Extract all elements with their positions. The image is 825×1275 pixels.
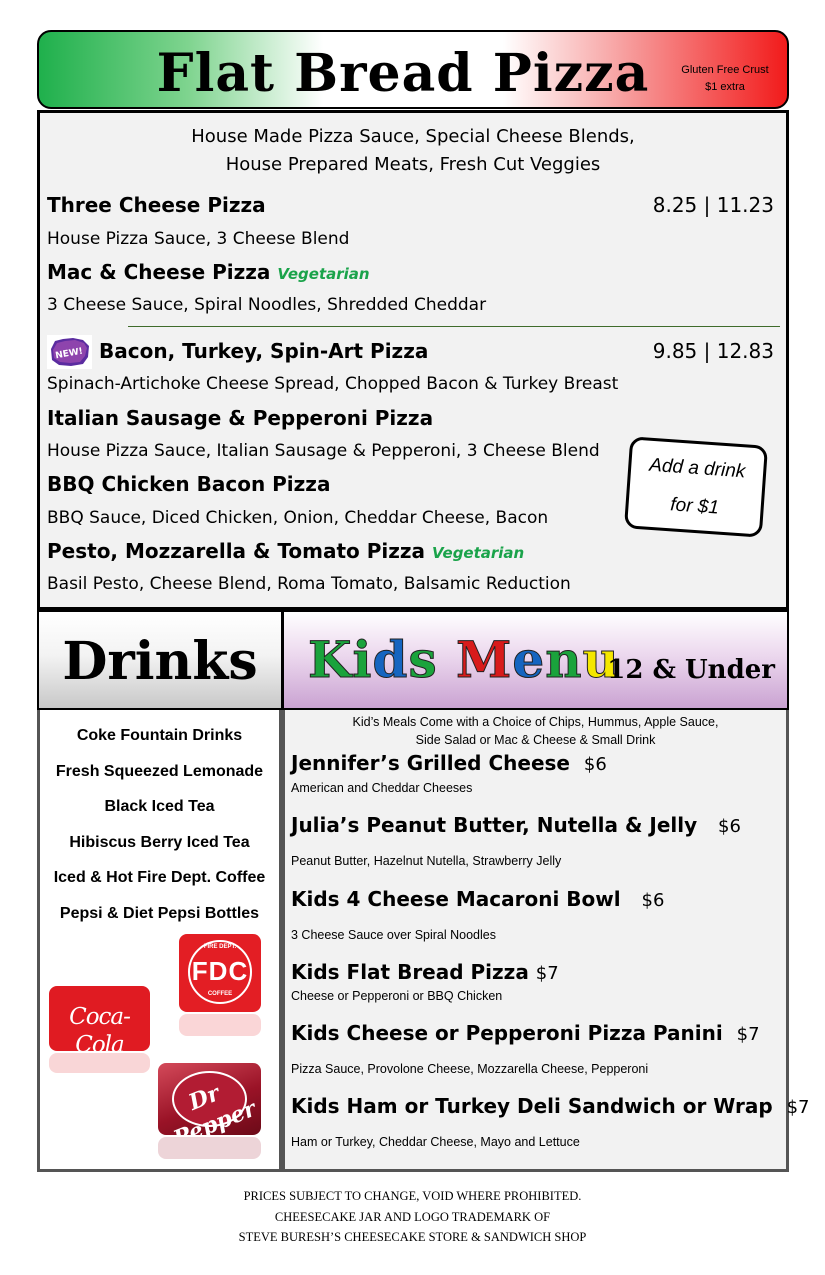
kids-item-desc: 3 Cheese Sauce over Spiral Noodles xyxy=(291,928,496,942)
drinks-section xyxy=(37,710,282,1172)
kids-title-letter: u xyxy=(582,630,620,689)
gluten-free-label: Gluten Free Crust xyxy=(681,64,769,76)
pizza-item-name: BBQ Chicken Bacon Pizza xyxy=(47,472,331,496)
new-badge-icon xyxy=(47,335,92,369)
kids-intro-line: Kid’s Meals Come with a Choice of Chips, Hummus, Apple Sauce, xyxy=(352,715,719,729)
footer-line: CHEESECAKE JAR AND LOGO TRADEMARK OF xyxy=(274,1209,551,1224)
kids-title-letter: e xyxy=(512,630,546,689)
kids-title-letter: K xyxy=(308,630,353,689)
drink-item: Pepsi & Diet Pepsi Bottles xyxy=(59,904,260,922)
drinks-list xyxy=(40,718,279,931)
coca-cola-logo xyxy=(49,986,150,1058)
kids-item-name xyxy=(291,1093,810,1121)
pizza-item-desc: 3 Cheese Sauce, Spiral Noodles, Shredded Cheddar xyxy=(47,295,487,315)
kids-item-price: $7 xyxy=(736,1024,760,1045)
add-drink-callout xyxy=(624,436,768,537)
section-divider xyxy=(128,326,780,327)
kids-item-title: Jennifer’s Grilled Cheese xyxy=(291,751,570,775)
footer-line: PRICES SUBJECT TO CHANGE, VOID WHERE PROHIBITED. xyxy=(243,1189,582,1203)
drink-item: Black Iced Tea xyxy=(104,798,215,815)
footer-disclaimer xyxy=(0,1186,825,1248)
fdc-reflection xyxy=(179,1014,261,1036)
kids-title-letter: M xyxy=(456,630,513,689)
pizza-intro xyxy=(40,123,786,179)
kids-item-title: Kids Cheese or Pepperoni Pizza Panini xyxy=(291,1021,723,1045)
kids-item-title: Kids Ham or Turkey Deli Sandwich or Wrap xyxy=(291,1094,773,1118)
kids-age-label: 12 & Under xyxy=(607,655,775,685)
drink-item: Fresh Squeezed Lemonade xyxy=(55,762,264,780)
pizza-item-desc: House Pizza Sauce, Italian Sausage & Pepperoni, 3 Cheese Blend xyxy=(47,441,600,461)
kids-title-letter: d xyxy=(372,630,409,689)
kids-item-price: $6 xyxy=(641,890,665,911)
kids-item-desc: Peanut Butter, Hazelnut Nutella, Strawberry Jelly xyxy=(291,854,562,868)
fdc-bottom-label: COFFEE xyxy=(207,991,233,997)
drinks-header xyxy=(37,610,282,710)
pizza-item-name: Italian Sausage & Pepperoni Pizza xyxy=(47,406,434,430)
pizza-item-title: Mac & Cheese Pizza xyxy=(47,260,271,284)
kids-item-price: $7 xyxy=(786,1097,810,1118)
dr-pepper-reflection xyxy=(158,1137,261,1159)
pizza-intro-line: House Made Pizza Sauce, Special Cheese Blends, xyxy=(191,126,635,147)
pizza-price-group-1: 8.25 | 11.23 xyxy=(652,193,774,217)
new-badge-label: NEW! xyxy=(54,346,84,362)
kids-menu-title xyxy=(308,630,620,690)
kids-title-letter xyxy=(438,630,456,690)
kids-item-name xyxy=(291,750,607,778)
kids-item-desc: Pizza Sauce, Provolone Cheese, Mozzarella Cheese, Pepperoni xyxy=(291,1062,649,1076)
add-drink-line: Add a drink xyxy=(648,454,746,483)
kids-item-title: Kids Flat Bread Pizza xyxy=(291,960,529,984)
dr-pepper-label: Dr Pepper xyxy=(169,1080,260,1153)
gluten-free-price: $1 extra xyxy=(705,81,745,93)
kids-item-name xyxy=(291,1020,760,1048)
pizza-section xyxy=(37,110,789,610)
drinks-title: Drinks xyxy=(62,631,258,692)
kids-section xyxy=(282,710,810,1172)
vegetarian-tag: Vegetarian xyxy=(432,544,525,562)
kids-item-price: $7 xyxy=(535,963,559,984)
pizza-item-desc: Spinach-Artichoke Cheese Spread, Chopped Bacon & Turkey Breast xyxy=(47,374,619,394)
pizza-item-title: Pesto, Mozzarella & Tomato Pizza xyxy=(47,539,426,563)
page-title: Flat Bread Pizza xyxy=(156,43,650,104)
fdc-label: FDC xyxy=(191,956,249,986)
pizza-item-desc: Basil Pesto, Cheese Blend, Roma Tomato, Balsamic Reduction xyxy=(47,574,571,594)
vegetarian-tag: Vegetarian xyxy=(277,265,370,283)
kids-header xyxy=(282,610,789,710)
kids-item-title: Kids 4 Cheese Macaroni Bowl xyxy=(291,887,621,911)
fire-dept-coffee-logo xyxy=(179,934,261,1012)
gluten-free-note xyxy=(677,62,773,96)
kids-item-name xyxy=(291,812,741,840)
dr-pepper-logo xyxy=(158,1063,261,1153)
coke-label: Coca-Cola xyxy=(69,1004,130,1058)
kids-item-name xyxy=(291,886,664,914)
pizza-item-name: Bacon, Turkey, Spin-Art Pizza xyxy=(99,339,429,363)
pizza-item-name: Three Cheese Pizza xyxy=(47,193,266,217)
kids-item-name xyxy=(291,959,559,987)
kids-intro xyxy=(285,713,786,749)
kids-item-desc: American and Cheddar Cheeses xyxy=(291,781,473,795)
drink-item: Coke Fountain Drinks xyxy=(76,727,243,744)
pizza-intro-line: House Prepared Meats, Fresh Cut Veggies xyxy=(225,154,601,175)
header-banner xyxy=(37,30,789,109)
pizza-price-group-2: 9.85 | 12.83 xyxy=(652,339,774,363)
add-drink-line: for $1 xyxy=(669,494,720,519)
fdc-top-label: FIRE DEPT. xyxy=(203,944,237,950)
pizza-item-name xyxy=(47,539,524,565)
kids-title-letter: n xyxy=(545,630,583,689)
kids-item-desc: Ham or Turkey, Cheddar Cheese, Mayo and Lettuce xyxy=(291,1135,580,1149)
kids-item-price: $6 xyxy=(583,754,607,775)
kids-item-desc: Cheese or Pepperoni or BBQ Chicken xyxy=(291,989,503,1003)
kids-title-letter: i xyxy=(352,630,373,689)
pizza-item-desc: House Pizza Sauce, 3 Cheese Blend xyxy=(47,229,350,249)
kids-intro-line: Side Salad or Mac & Cheese & Small Drink xyxy=(415,733,656,747)
coke-reflection xyxy=(49,1053,150,1073)
kids-item-price: $6 xyxy=(718,816,741,837)
pizza-item-name xyxy=(47,260,370,286)
kids-item-title: Julia’s Peanut Butter, Nutella & Jelly xyxy=(291,813,698,837)
kids-title-letter: s xyxy=(408,630,438,689)
drink-item: Iced & Hot Fire Dept. Coffee xyxy=(53,869,266,886)
footer-line: STEVE BURESH’S CHEESECAKE STORE & SANDWICH SHOP xyxy=(238,1230,587,1244)
drink-item: Hibiscus Berry Iced Tea xyxy=(69,833,250,851)
pizza-item-desc: BBQ Sauce, Diced Chicken, Onion, Cheddar Cheese, Bacon xyxy=(47,508,549,528)
